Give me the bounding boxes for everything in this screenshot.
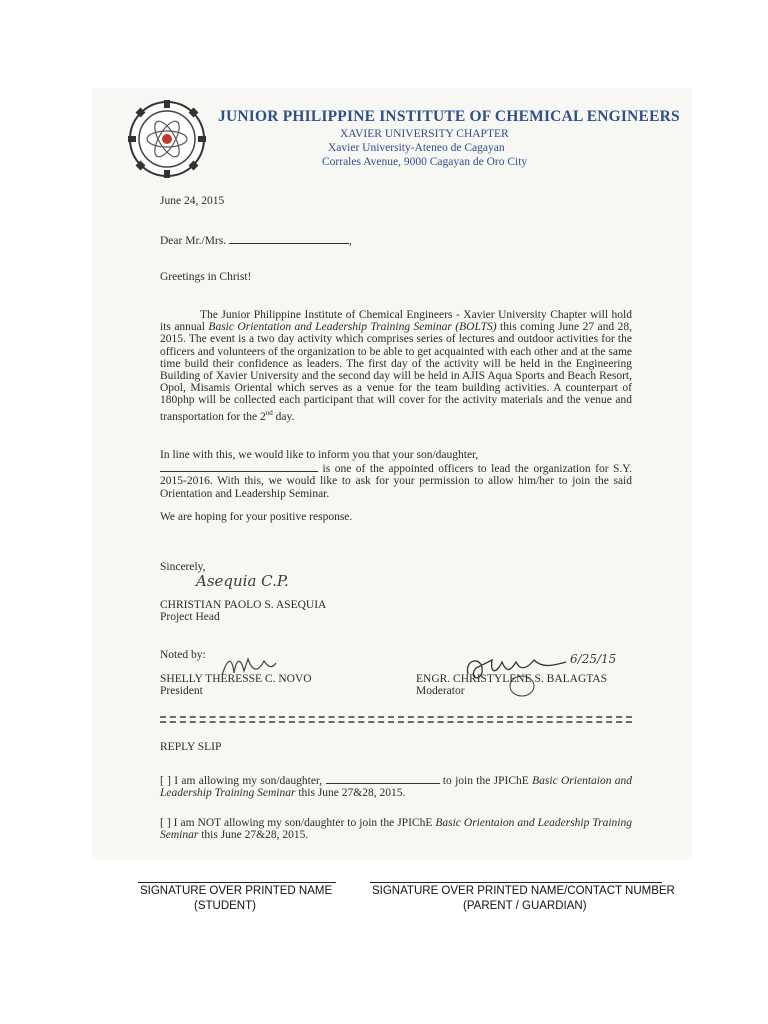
- greeting: Greetings in Christ!: [160, 271, 252, 283]
- deny-text-c: this June 27&28, 2015.: [198, 829, 309, 842]
- p2-text-a: In line with this, we would like to inform you that your son/daughter,: [160, 449, 479, 461]
- p1-superscript: nd: [265, 408, 273, 417]
- addressee-blank: [229, 233, 349, 244]
- deny-seminar-name: Basic Orientaion and Leadership Training Seminar: [160, 817, 632, 842]
- paragraph-officer-notice: [160, 449, 632, 500]
- p1-text-a: The Junior Philippine Institute of Chemical Engineers - Xavier University Chapter will hold its annual: [160, 309, 632, 334]
- student-signature-label: SIGNATURE OVER PRINTED NAME: [140, 885, 333, 897]
- cut-line: [160, 716, 632, 718]
- allow-text-d: this June 27&28, 2015.: [295, 787, 406, 800]
- deny-text-a: [ ] I am NOT allowing my son/daughter to join the JPIChE: [160, 817, 436, 829]
- allow-text-a: [ ] I am allowing my son/daughter,: [160, 775, 323, 787]
- paragraph-event-details: [160, 309, 632, 423]
- positive-response-line: We are hoping for your positive response.: [160, 511, 353, 523]
- closing: Sincerely,: [160, 561, 206, 573]
- university-name: Xavier University-Ateneo de Cagayan: [328, 142, 505, 154]
- moderator-role: Moderator: [416, 685, 465, 697]
- parent-signature-label: SIGNATURE OVER PRINTED NAME/CONTACT NUMBER: [372, 885, 675, 897]
- p1-seminar-name: Basic Orientation and Leadership Training Seminar (BOLTS): [208, 321, 497, 334]
- chapter-name: XAVIER UNIVERSITY CHAPTER: [340, 128, 509, 140]
- salutation-text: Dear Mr./Mrs.: [160, 235, 227, 247]
- student-signature-sub: (STUDENT): [194, 900, 256, 912]
- allow-name-blank: [326, 773, 440, 784]
- moderator-name: ENGR. CHRISTYLENE S. BALAGTAS: [416, 673, 608, 685]
- parent-signature-sub: (PARENT / GUARDIAN): [463, 900, 587, 912]
- salutation: Dear Mr./Mrs. ,: [160, 235, 352, 247]
- allow-seminar-name: Basic Orientaion and Leadership Training Seminar: [160, 775, 633, 800]
- address-line: Corrales Avenue, 9000 Cagayan de Oro City: [322, 156, 528, 168]
- org-title: JUNIOR PHILIPPINE INSTITUTE OF CHEMICAL ENGINEERS: [218, 108, 680, 125]
- student-signature-line: [138, 882, 336, 883]
- noted-by-label: Noted by:: [160, 649, 206, 661]
- moderator-date: 6/25/15: [570, 652, 617, 666]
- president-role: President: [160, 685, 203, 697]
- jpiche-seal-logo: [128, 100, 206, 178]
- reply-allow-option: [160, 773, 632, 799]
- project-head-name: CHRISTIAN PAOLO S. ASEQUIA: [160, 599, 327, 611]
- reply-slip-title: REPLY SLIP: [160, 741, 222, 753]
- p1-text-c: this coming June 27 and 28, 2015. The event is a two day activity which comprises series of lectures and outdoor activities for the officers and volunteers of the organization to be able to get acquainted with each other and at the same time build their confidence as leaders. The first day of the activity will be held in the Engineering Building of Xavier University and the second day will be held in AJIS Aqua Sports and Beach Resort, Opol, Misamis Oriental which serves as a venue for the team building activities. A counterpart of 180php will be collected each participant that will cover for the activity materials and the venue and transportation for the 2: [160, 321, 632, 423]
- parent-signature-line: [370, 882, 662, 883]
- student-name-blank: [160, 461, 318, 472]
- project-head-role: Project Head: [160, 611, 220, 623]
- allow-text-b: to join the JPIChE: [442, 775, 533, 787]
- cut-line-lower: [160, 721, 632, 723]
- reply-deny-option: [160, 817, 632, 841]
- president-name: SHELLY THERESSE C. NOVO: [160, 673, 312, 685]
- p2-text-b: is one of the appointed officers to lead the organization for S.Y. 2015-2016. With this, we would like to ask for your permission to allow him/her to join the said Orientation and Leadership Seminar.: [160, 463, 633, 500]
- p1-text-d: day.: [272, 410, 295, 423]
- letter-date: June 24, 2015: [160, 195, 225, 207]
- project-head-signature: Asequia C.P.: [196, 572, 289, 590]
